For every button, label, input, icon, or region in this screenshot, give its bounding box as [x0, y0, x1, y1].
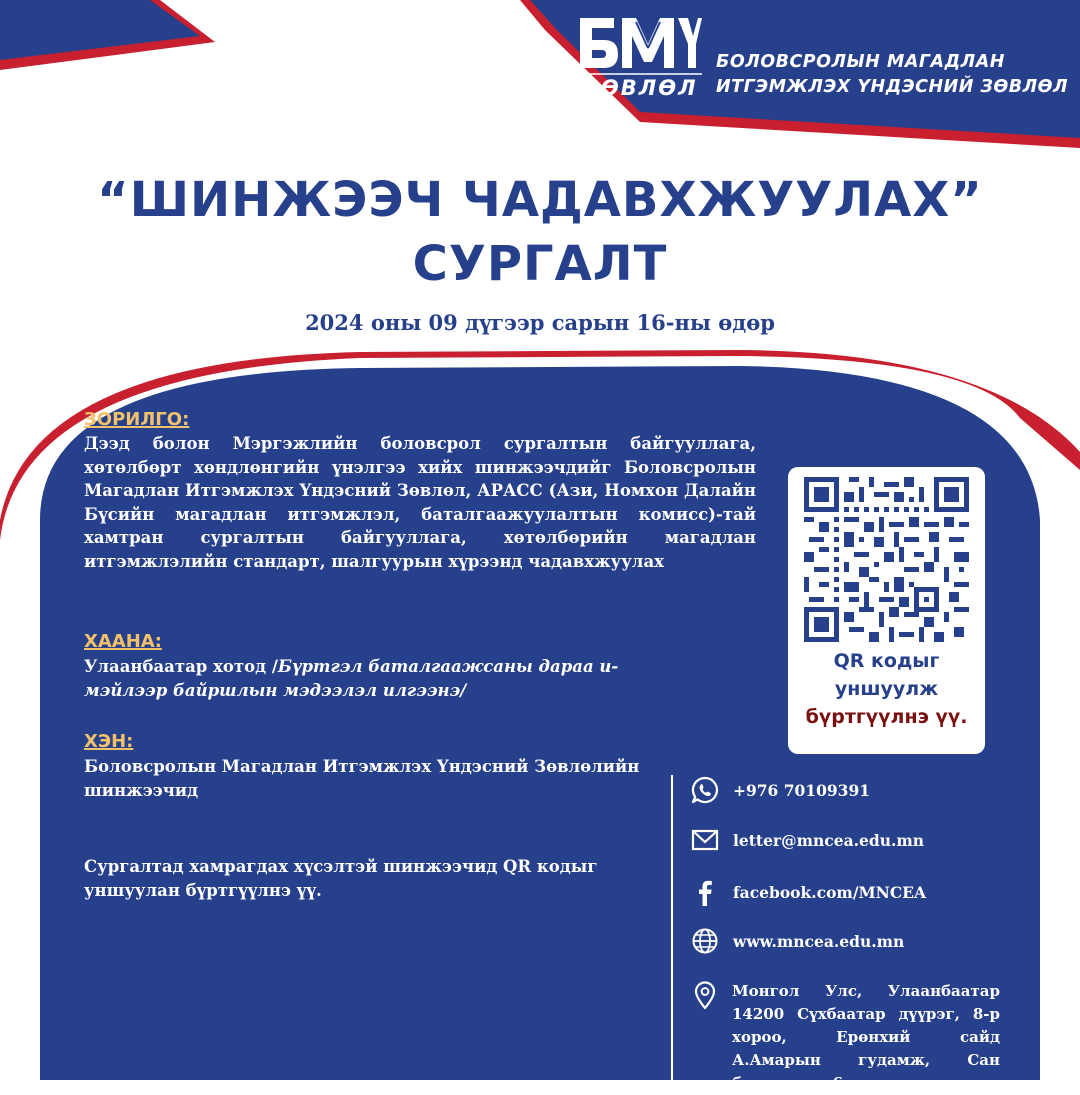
whatsapp-icon	[690, 775, 720, 805]
organization-name	[716, 50, 1076, 100]
where-text-plain: Улаанбаатар хотод /	[84, 657, 278, 676]
qr-caption-line2: уншуулж	[834, 678, 939, 700]
title-line1: “ШИНЖЭЭЧ ЧАДАВХЖУУЛАХ”	[97, 172, 983, 228]
contact-phone[interactable]: +976 70109391	[733, 781, 871, 800]
qr-caption	[788, 647, 985, 731]
goal-text: Дээд болон Мэргэжлийн боловсрол сургалтын байгууллага, хөтөлбөрт хөндлөнгийн үнэлгээ хийх шинжээчдийг Боловсролын Магадлан Итгэмжлэх Үндэсний Зөвлөл, АРАСС (Ази, Номхон Далайн Бүсийн магадлан итгэмжлэл, баталгаажуулалтын комисс)-тай хамтран сургалтын байгууллага, хөтөлбөрийн магадлан итгэмжлэлийн стандарт, шалгуурын хүрээнд чадавхжуулах	[84, 434, 756, 571]
qr-caption-line3: бүртгүүлнэ үү.	[805, 706, 968, 728]
org-name-line2: ИТГЭМЖЛЭХ ҮНДЭСНИЙ ЗӨВЛӨЛ	[716, 77, 1069, 97]
contact-website[interactable]: www.mncea.edu.mn	[733, 932, 905, 951]
qr-code-icon[interactable]	[804, 477, 969, 642]
logo-wordmark: ЗӨВЛӨЛ	[584, 76, 698, 100]
page-title	[0, 168, 1080, 296]
where-text	[84, 655, 684, 702]
title-line2: СУРГАЛТ	[412, 236, 668, 292]
org-name-line1: БОЛОВСРОЛЫН МАГАДЛАН	[716, 52, 1005, 72]
where-text-italic: Бүртгэл баталгаажсаны дараа и-мэйлээр байршлын мэдээлэл илгээнэ/	[84, 657, 619, 700]
location-pin-icon	[690, 980, 720, 1010]
contact-email[interactable]: letter@mncea.edu.mn	[733, 831, 925, 850]
registration-note: Сургалтад хамрагдах хүсэлтэй шинжээчид QR кодыг уншуулан бүртгүүлнэ үү.	[84, 857, 598, 900]
contacts-divider	[671, 775, 673, 1080]
facebook-icon	[690, 877, 720, 907]
email-icon	[690, 825, 720, 855]
who-text: Боловсролын Магадлан Итгэмжлэх Үндэсний Зөвлөлийн шинжээчид	[84, 757, 640, 800]
event-date: 2024 оны 09 дүгээр сарын 16-ны өдөр	[305, 310, 775, 335]
qr-caption-line1: QR кодыг	[833, 650, 940, 672]
qr-card	[788, 467, 985, 754]
goal-label: ЗОРИЛГО:	[84, 409, 190, 430]
contact-address: Монгол Улс, Улаанбаатар 14200 Сүхбаатар дүүрэг, 8-р хороо, Ерөнхий сайд А.Амарын гудамж, Сан бизнес төв 6 давхар	[732, 982, 1000, 1092]
who-label: ХЭН:	[84, 731, 134, 752]
contact-facebook[interactable]: facebook.com/MNCEA	[733, 883, 927, 902]
globe-icon	[690, 926, 720, 956]
where-label: ХААНА:	[84, 631, 162, 652]
